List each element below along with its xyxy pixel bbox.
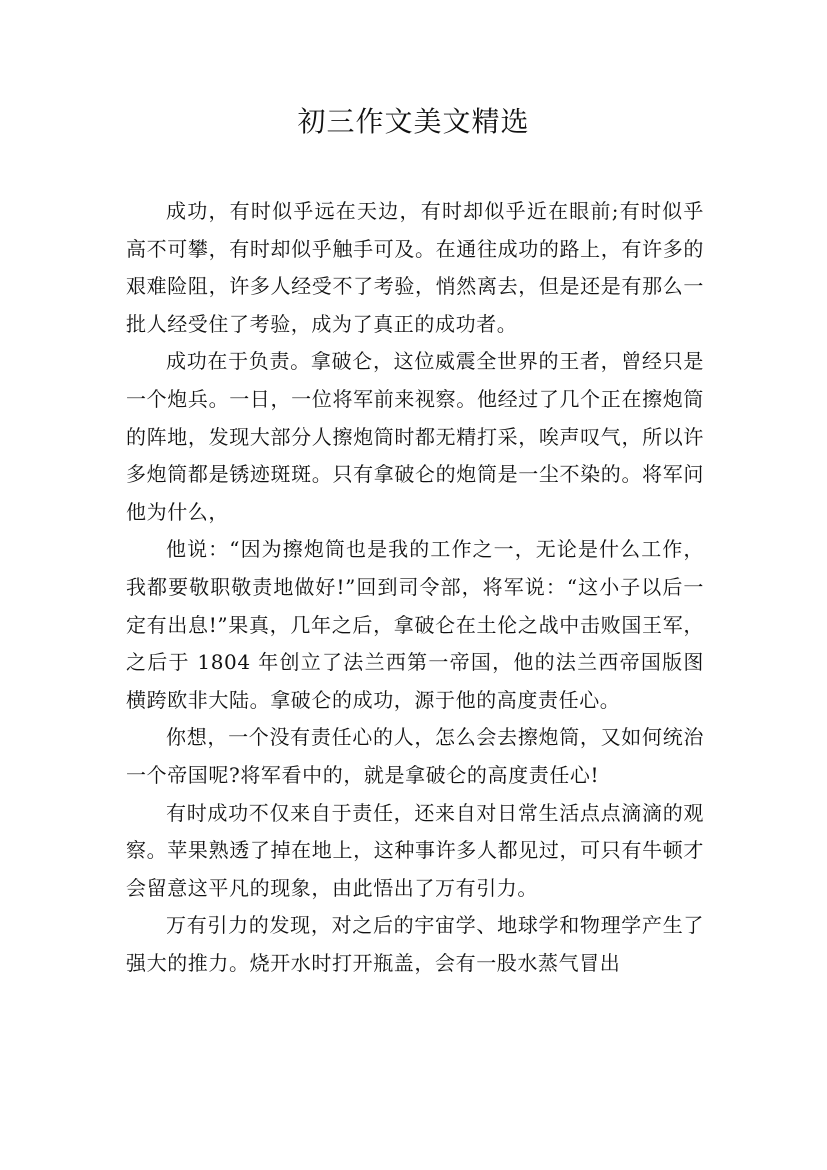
paragraph-6: 万有引力的发现，对之后的宇宙学、地球学和物理学产生了强大的推力。烧开水时打开瓶盖，会有一股水蒸气冒出 (126, 913, 704, 975)
paragraph-4: 你想，一个没有责任心的人，怎么会去擦炮筒，又如何统治一个帝国呢?将军看中的，就是拿破仑的高度责任心! (126, 725, 704, 787)
paragraph-1: 成功，有时似乎远在天边，有时却似乎近在眼前;有时似乎高不可攀，有时却似乎触手可及。在通往成功的路上，有许多的艰难险阻，许多人经受不了考验，悄然离去，但是还是有那么一批人经受住了考验，成为了真正的成功者。 (126, 199, 704, 336)
document-body (126, 193, 704, 982)
paragraph-2: 成功在于负责。拿破仑，这位威震全世界的王者，曾经只是一个炮兵。一日，一位将军前来视察。他经过了几个正在擦炮筒的阵地，发现大部分人擦炮筒时都无精打采，唉声叹气，所以许多炮筒都是锈迹斑斑。只有拿破仑的炮筒是一尘不染的。将军问他为什么， (126, 349, 704, 524)
paragraph-3: 他说：“因为擦炮筒也是我的工作之一，无论是什么工作，我都要敬职敬责地做好!”回到司令部，将军说：“这小子以后一定有出息!”果真，几年之后，拿破仑在土伦之战中击败国王军，之后于 1804 年创立了法兰西第一帝国，他的法兰西帝国版图横跨欧非大陆。拿破仑的成功，源于他的高度责任心。 (126, 537, 704, 712)
paragraph-5: 有时成功不仅来自于责任，还来自对日常生活点点滴滴的观察。苹果熟透了掉在地上，这种事许多人都见过，可只有牛顿才会留意这平凡的现象，由此悟出了万有引力。 (126, 800, 704, 900)
document-title: 初三作文美文精选 (297, 105, 530, 138)
